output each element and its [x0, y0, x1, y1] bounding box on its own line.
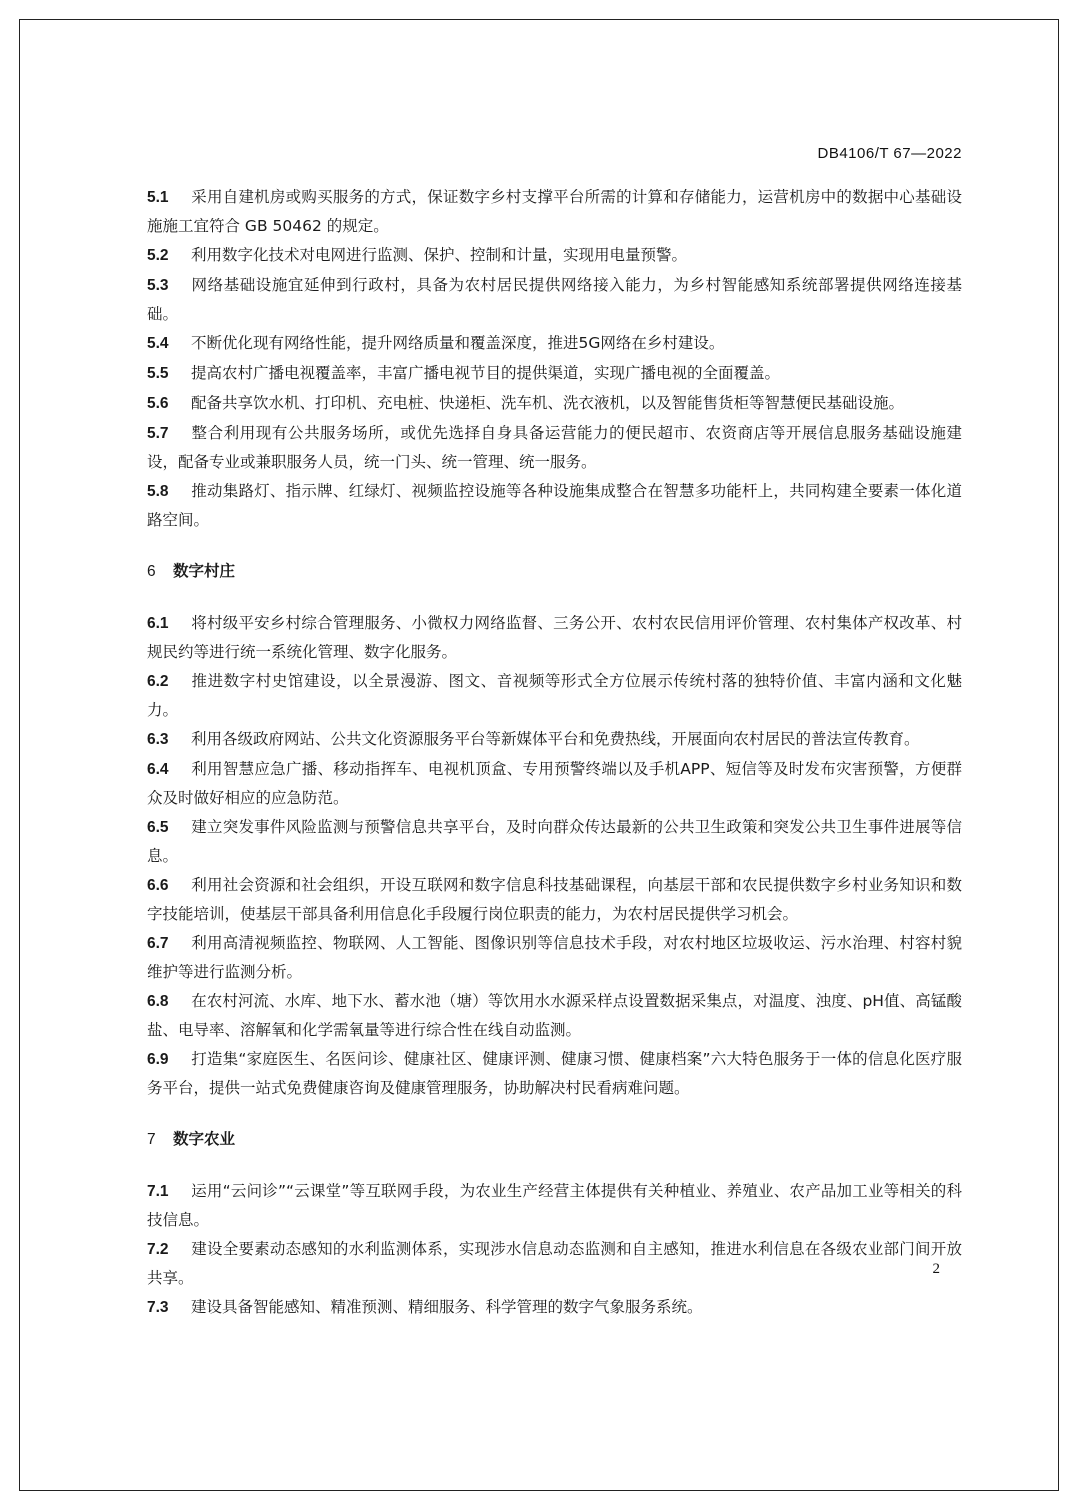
document-code: DB4106/T 67—2022: [817, 145, 962, 162]
clause: 5.7 整合利用现有公共服务场所，或优先选择自身具备运营能力的便民超市、农资商店等开展信息服务基础设施建设，配备专业或兼职服务人员，统一门头、统一管理、统一服务。: [147, 424, 962, 471]
section-heading: 6 数字村庄: [147, 562, 236, 580]
clause: 6.7 利用高清视频监控、物联网、人工智能、图像识别等信息技术手段，对农村地区垃圾收运、污水治理、村容村貌维护等进行监测分析。: [147, 934, 962, 981]
clause: 7.3 建设具备智能感知、精准预测、精细服务、科学管理的数字气象服务系统。: [147, 1298, 703, 1316]
clause: 5.6 配备共享饮水机、打印机、充电桩、快递柜、洗车机、洗衣液机，以及智能售货柜等智慧便民基础设施。: [147, 394, 905, 412]
section-6: [147, 557, 962, 1102]
clause: 7.2 建设全要素动态感知的水利监测体系，实现涉水信息动态监测和自主感知，推进水利信息在各级农业部门间开放共享。: [147, 1240, 962, 1287]
clause: 5.2 利用数字化技术对电网进行监测、保护、控制和计量，实现用电量预警。: [147, 246, 688, 264]
document-body: [147, 183, 962, 1322]
clause: 6.1 将村级平安乡村综合管理服务、小微权力网络监督、三务公开、农村农民信用评价管理、农村集体产权改革、村规民约等进行统一系统化管理、数字化服务。: [147, 614, 962, 661]
clause: 5.1 采用自建机房或购买服务的方式，保证数字乡村支撑平台所需的计算和存储能力，运营机房中的数据中心基础设施施工宜符合 GB 50462 的规定。: [147, 188, 962, 235]
clause: 5.4 不断优化现有网络性能，提升网络质量和覆盖深度，推进5G网络在乡村建设。: [147, 334, 725, 352]
clause: 6.4 利用智慧应急广播、移动指挥车、电视机顶盒、专用预警终端以及手机APP、短信等及时发布灾害预警，方便群众及时做好相应的应急防范。: [147, 760, 962, 807]
section-5: [147, 183, 962, 534]
clause: 5.5 提高农村广播电视覆盖率，丰富广播电视节目的提供渠道，实现广播电视的全面覆盖。: [147, 364, 781, 382]
section-heading: 7 数字农业: [147, 1130, 236, 1148]
clause: 6.3 利用各级政府网站、公共文化资源服务平台等新媒体平台和免费热线，开展面向农村居民的普法宣传教育。: [147, 730, 920, 748]
clause: 5.3 网络基础设施宜延伸到行政村，具备为农村居民提供网络接入能力，为乡村智能感知系统部署提供网络连接基础。: [147, 276, 962, 323]
page-number: 2: [932, 1261, 940, 1277]
clause: 6.8 在农村河流、水库、地下水、蓄水池（塘）等饮用水水源采样点设置数据采集点，对温度、浊度、pH值、高锰酸盐、电导率、溶解氧和化学需氧量等进行综合性在线自动监测。: [147, 992, 962, 1039]
clause: 6.2 推进数字村史馆建设，以全景漫游、图文、音视频等形式全方位展示传统村落的独特价值、丰富内涵和文化魅力。: [147, 672, 962, 719]
section-7: [147, 1125, 962, 1322]
clause: 5.8 推动集路灯、指示牌、红绿灯、视频监控设施等各种设施集成整合在智慧多功能杆上，共同构建全要素一体化道路空间。: [147, 482, 962, 529]
clause: 6.9 打造集“家庭医生、名医问诊、健康社区、健康评测、健康习惯、健康档案”六大特色服务于一体的信息化医疗服务平台，提供一站式免费健康咨询及健康管理服务，协助解决村民看病难问题。: [147, 1050, 962, 1097]
clause: 6.6 利用社会资源和社会组织，开设互联网和数字信息科技基础课程，向基层干部和农民提供数字乡村业务知识和数字技能培训，使基层干部具备利用信息化手段履行岗位职责的能力，为农村居民提供学习机会。: [147, 876, 962, 923]
clause: 6.5 建立突发事件风险监测与预警信息共享平台，及时向群众传达最新的公共卫生政策和突发公共卫生事件进展等信息。: [147, 818, 962, 865]
clause: 7.1 运用“云问诊”“云课堂”等互联网手段，为农业生产经营主体提供有关种植业、养殖业、农产品加工业等相关的科技信息。: [147, 1182, 962, 1229]
